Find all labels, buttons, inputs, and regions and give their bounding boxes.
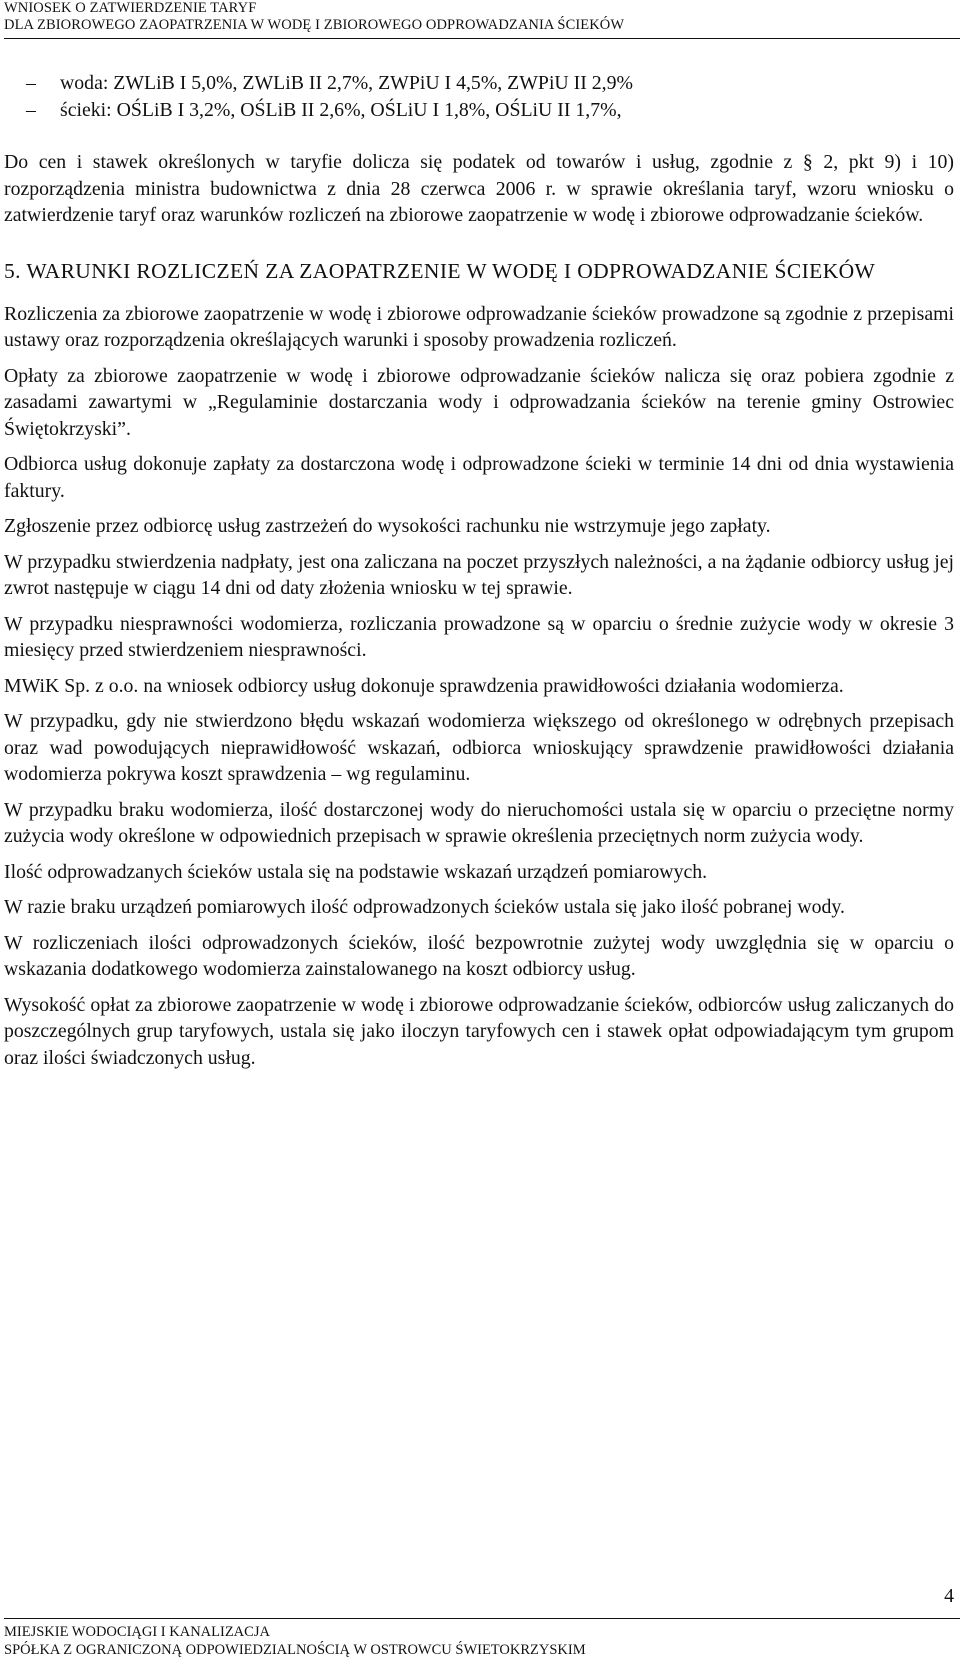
paragraph: MWiK Sp. z o.o. na wniosek odbiorcy usług dokonuje sprawdzenia prawidłowości działania wodomierza. [4, 674, 844, 697]
footer-line-2: SPÓŁKA Z OGRANICZONĄ ODPOWIEDZIALNOŚCIĄ W OSTROWCU ŚWIETOKRZYSKIM [4, 1642, 586, 1658]
intro-paragraph: Do cen i stawek określonych w taryfie dolicza się podatek od towarów i usług, zgodnie z § 2, pkt 9) i 10) rozporządzenia ministra budownictwa z dnia 28 czerwca 2006 r. w sprawie określania taryf, wzoru wniosku o zatwierdzenie taryf oraz warunków rozliczeń na zbiorowe zaopatrzenie w wodę i zbiorowe odprowadzanie ścieków. [4, 151, 954, 226]
paragraph: Ilość odprowadzanych ścieków ustala się na podstawie wskazań urządzeń pomiarowych. [4, 860, 708, 883]
paragraph: W rozliczeniach ilości odprowadzonych ścieków, ilość bezpowrotnie zużytej wody uwzględnia się w oparciu o wskazania dodatkowego wodomierza zainstalowanego na koszt odbiorcy usług. [4, 931, 954, 980]
header-line-2: DLA ZBIOROWEGO ZAOPATRZENIA W WODĘ I ZBIOROWEGO ODPROWADZANIA ŚCIEKÓW [4, 17, 625, 33]
footer-divider [4, 1618, 960, 1619]
header-divider [4, 38, 960, 39]
page-footer [4, 1623, 960, 1659]
rate-list [4, 70, 954, 123]
page-number: 4 [944, 1585, 954, 1607]
section-title: WARUNKI ROZLICZEŃ ZA ZAOPATRZENIE W WODĘ I ODPROWADZANIE ŚCIEKÓW [26, 258, 876, 283]
page-header [4, 0, 960, 34]
paragraph: W razie braku urządzeń pomiarowych ilość odprowadzonych ścieków ustala się jako ilość pobranej wody. [4, 896, 845, 918]
list-item-text: woda: ZWLiB I 5,0%, ZWLiB II 2,7%, ZWPiU I 4,5%, ZWPiU II 2,9% [60, 72, 633, 94]
paragraph: W przypadku niesprawności wodomierza, rozliczania prowadzone są w oparciu o średnie zużycie wody w okresie 3 miesięcy przed stwierdzeniem niesprawności. [4, 612, 954, 661]
document-body [4, 70, 954, 1080]
paragraph: W przypadku, gdy nie stwierdzono błędu wskazań wodomierza większego od określonego w odrębnych przepisach oraz wad powodujących nieprawidłowość wskazań, odbiorca wnioskujący sprawdzenie prawidłowości działania wodomierza pokrywa koszt sprawdzenia – wg regulaminu. [4, 710, 954, 785]
section-heading [4, 258, 954, 285]
footer-line-1: MIEJSKIE WODOCIĄGI I KANALIZACJA [4, 1624, 270, 1640]
bullet-dash: – [26, 98, 36, 121]
paragraph: W przypadku braku wodomierza, ilość dostarczonej wody do nieruchomości ustala się w oparciu o przeciętne normy zużycia wody określone w odpowiednich przepisach w sprawie określenia przeciętnych norm zużycia wody. [4, 798, 954, 847]
paragraph: W przypadku stwierdzenia nadpłaty, jest ona zaliczana na poczet przyszłych należności, a na żądanie odbiorcy usług jej zwrot następuje w ciągu 14 dni od daty złożenia wniosku w tej sprawie. [4, 550, 954, 599]
list-item [4, 70, 954, 97]
paragraph: Wysokość opłat za zbiorowe zaopatrzenie w wodę i zbiorowe odprowadzanie ścieków, odbiorców usług zaliczanych do poszczególnych grup taryfowych, ustala się jako iloczyn taryfowych cen i stawek opłat odpowiadającym tym grupom oraz ilości świadczonych usług. [4, 993, 954, 1069]
bullet-dash: – [26, 72, 36, 94]
list-item [4, 97, 954, 124]
list-item-text: ścieki: OŚLiB I 3,2%, OŚLiB II 2,6%, OŚLiU I 1,8%, OŚLiU II 1,7%, [60, 98, 622, 121]
section-number: 5. [4, 258, 21, 283]
paragraph: Opłaty za zbiorowe zaopatrzenie w wodę i zbiorowe odprowadzanie ścieków nalicza się oraz pobiera zgodnie z zasadami zawartymi w „Regulaminie dostarczania wody i odprowadzania ścieków na terenie gminy Ostrowiec Świętokrzyski”. [4, 364, 954, 440]
paragraph: Odbiorca usług dokonuje zapłaty za dostarczona wodę i odprowadzone ścieki w terminie 14 dni od dnia wystawienia faktury. [4, 453, 954, 502]
header-line-1: WNIOSEK O ZATWIERDZENIE TARYF [4, 0, 257, 16]
paragraph: Zgłoszenie przez odbiorcę usług zastrzeżeń do wysokości rachunku nie wstrzymuje jego zapłaty. [4, 515, 771, 537]
paragraph: Rozliczenia za zbiorowe zaopatrzenie w wodę i zbiorowe odprowadzanie ścieków prowadzone są zgodnie z przepisami ustawy oraz rozporządzenia określających warunki i sposoby prowadzenia rozliczeń. [4, 302, 954, 351]
